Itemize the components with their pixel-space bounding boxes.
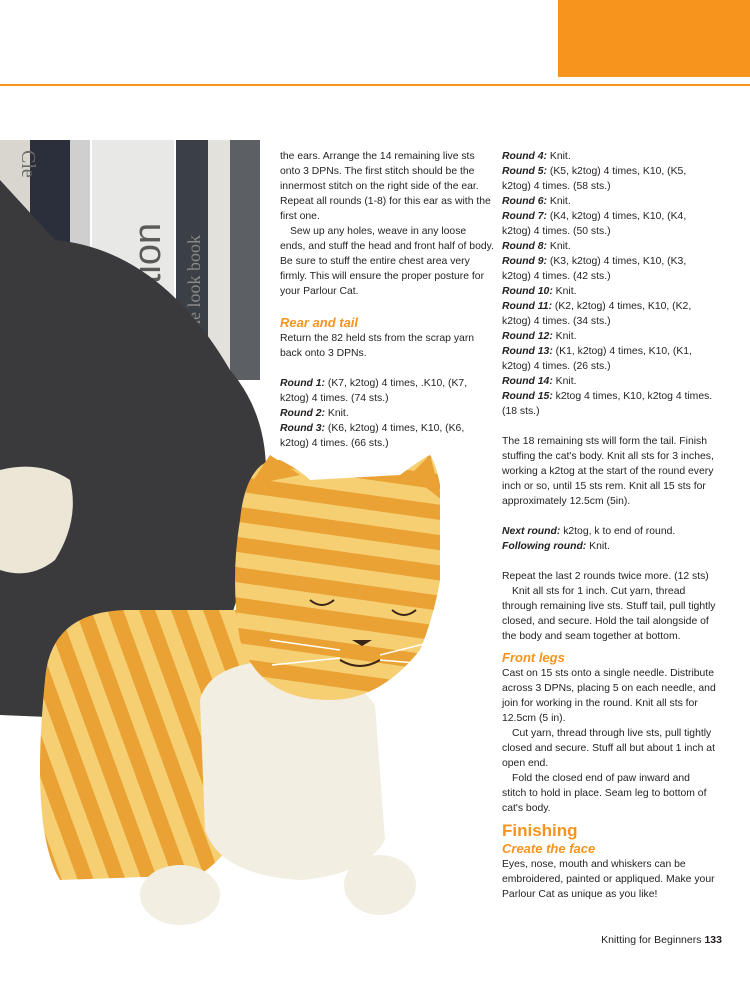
paragraph: Repeat the last 2 rounds twice more. (12 sts) [502, 571, 709, 582]
paragraph: Sew up any holes, weave in any loose ends, and stuff the head and front half of body. Be sure to stuff the entire chest area very firmly. This will ensure the proper posture for your Parlour Cat. [280, 226, 494, 297]
round-label: Round 3: [280, 423, 326, 434]
round-label: Round 6: [502, 196, 548, 207]
book-spine-text-2: The look book [184, 235, 204, 340]
round-line [502, 524, 716, 539]
round-label: Round 7: [502, 211, 548, 222]
paragraph: Cast on 15 sts onto a single needle. Distribute across 3 DPNs, placing 5 on each needle, and join for working in the round. Knit all sts for 12.5cm (5 in). [502, 668, 716, 724]
text-column-1 [280, 149, 494, 451]
round-text: k2tog, k to end of round. [560, 526, 676, 537]
round-line [280, 406, 494, 421]
round-label: Round 14: [502, 376, 553, 387]
round-line [280, 376, 494, 406]
round-line [502, 164, 716, 194]
round-label: Round 5: [502, 166, 548, 177]
paragraph: Eyes, nose, mouth and whiskers can be embroidered, painted or appliqued. Make your Parlour Cat as unique as you like! [502, 859, 715, 900]
paragraph: Return the 82 held sts from the scrap yarn back onto 3 DPNs. [280, 333, 475, 359]
round-text: k2tog 4 times, K10, k2tog 4 times. (18 sts.) [502, 391, 713, 417]
paragraph: Fold the closed end of paw inward and stitch to hold in place. Seam leg to bottom of cat's body. [502, 773, 707, 814]
heading-rear-and-tail: Rear and tail [280, 315, 359, 330]
round-line [502, 374, 716, 389]
round-label: Round 15: [502, 391, 553, 402]
round-label: Round 1: [280, 378, 326, 389]
round-line [502, 389, 716, 419]
round-line [502, 284, 716, 299]
heading-finishing: Finishing [502, 821, 578, 840]
paragraph: Knit all sts for 1 inch. Cut yarn, thread through remaining live sts. Stuff tail, pull tightly closed, and secure. Hold the tail alongside of the body and seam together at bottom. [502, 586, 716, 642]
round-text: Knit. [552, 376, 577, 387]
round-text: (K1, k2tog) 4 times, K10, (K1, k2tog) 4 times. (26 sts.) [502, 346, 692, 372]
round-label: Round 12: [502, 331, 553, 342]
round-label: Round 9: [502, 256, 548, 267]
round-label: Next round: [502, 526, 561, 537]
round-label: Round 8: [502, 241, 548, 252]
header-color-block [558, 0, 750, 77]
heading-front-legs: Front legs [502, 650, 565, 665]
paragraph: the ears. Arrange the 14 remaining live sts onto 3 DPNs. The first stitch should be the innermost stitch on the right side of the ear. Repeat all rounds (1-8) for this ear as with the first one. [280, 151, 491, 222]
round-text: Knit. [586, 541, 610, 552]
footer-title: Knitting for Beginners [601, 934, 702, 946]
round-line [502, 344, 716, 374]
round-line [502, 149, 716, 164]
round-line [502, 254, 716, 284]
round-text: Knit. [325, 408, 349, 419]
round-text: Knit. [552, 286, 577, 297]
round-text: Knit. [547, 241, 571, 252]
round-text: (K6, k2tog) 4 times, K10, (K6, k2tog) 4 times. (66 sts.) [280, 423, 465, 449]
round-text: (K7, k2tog) 4 times, .K10, (K7, k2tog) 4 times. (74 sts.) [280, 378, 468, 404]
round-label: Round 10: [502, 286, 553, 297]
round-line [502, 539, 716, 554]
round-line [280, 421, 494, 451]
round-label: Round 11: [502, 301, 553, 312]
round-line [502, 329, 716, 344]
page-footer [601, 934, 722, 946]
round-line [502, 239, 716, 254]
round-text: (K3, k2tog) 4 times, K10, (K3, k2tog) 4 times. (42 sts.) [502, 256, 687, 282]
book-spine-text-1: Cle [17, 150, 39, 178]
round-label: Round 4: [502, 151, 548, 162]
round-line [502, 209, 716, 239]
header-rule [0, 84, 750, 86]
round-label: Following round: [502, 541, 587, 552]
round-text: (K4, k2tog) 4 times, K10, (K4, k2tog) 4 times. (50 sts.) [502, 211, 687, 237]
round-text: Knit. [547, 151, 571, 162]
round-label: Round 13: [502, 346, 553, 357]
round-text: Knit. [547, 196, 571, 207]
round-line [502, 299, 716, 329]
page-number: 133 [704, 934, 722, 946]
round-text: Knit. [552, 331, 577, 342]
text-column-2 [502, 149, 716, 902]
paragraph: The 18 remaining sts will form the tail. Finish stuffing the cat's body. Knit all sts for 3 inches, working a k2tog at the start of the round every inch or so, until 15 sts rem. Knit all 15 sts for approximately 12.5cm (5in). [502, 436, 714, 507]
round-text: (K5, k2tog) 4 times, K10, (K5, k2tog) 4 times. (58 sts.) [502, 166, 687, 192]
round-label: Round 2: [280, 408, 326, 419]
round-line [502, 194, 716, 209]
heading-create-the-face: Create the face [502, 841, 596, 856]
round-text: (K2, k2tog) 4 times, K10, (K2, k2tog) 4 times. (34 sts.) [502, 301, 692, 327]
paragraph: Cut yarn, thread through live sts, pull tightly closed and secure. Stuff all but about 1 inch at open end. [502, 728, 715, 769]
